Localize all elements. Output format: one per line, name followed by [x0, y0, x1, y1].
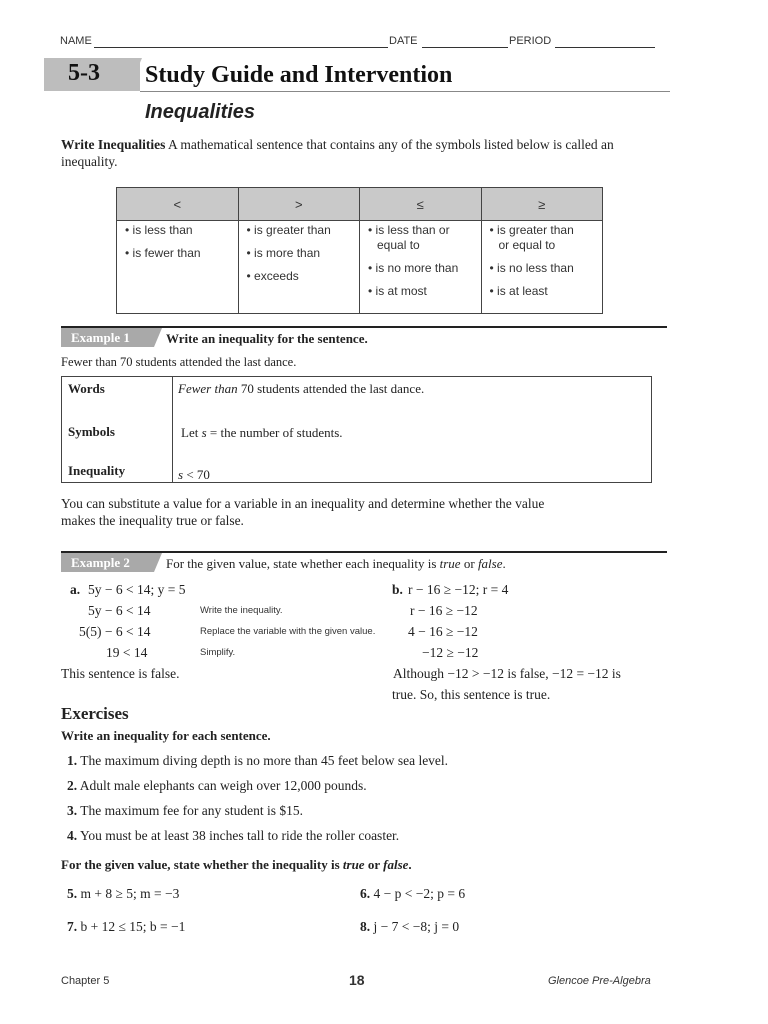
example2-a-step: 5y − 6 < 14 — [88, 603, 151, 618]
date-label: DATE — [389, 35, 418, 47]
example2-a-note: Simplify. — [200, 647, 236, 658]
lesson-number: 5-3 — [68, 60, 100, 86]
lesson-tab-notch — [128, 58, 142, 91]
intro-paragraph — [61, 137, 651, 170]
exercises-instruction-2: For the given value, state whether the inequality is true or false. — [61, 857, 412, 872]
exercise-problem: 8. j − 7 < −8; j = 0 — [360, 919, 460, 934]
example2-b-step: −12 ≥ −12 — [422, 645, 479, 660]
name-blank[interactable] — [94, 47, 388, 48]
name-label: NAME — [60, 35, 92, 47]
example1-sentence: Fewer than 70 students attended the last dance. — [61, 355, 297, 369]
example2-a-note: Replace the variable with the given value. — [200, 626, 376, 637]
exercise-item: 4. You must be at least 38 inches tall to ride the roller coaster. — [67, 828, 400, 843]
example1-tab: Example 1 — [61, 328, 154, 347]
example2-a-conclusion: This sentence is false. — [61, 666, 180, 681]
symbol-header-le: ≤ — [360, 188, 482, 221]
phrase: • is at most — [368, 284, 427, 298]
symbols-value: Let s = the number of students. — [181, 425, 343, 440]
example2-a-step: 5(5) − 6 < 14 — [79, 624, 151, 639]
phrase: • is greater than or equal to — [489, 223, 574, 252]
footer-page-number: 18 — [349, 972, 365, 988]
exercise-item: 3. The maximum fee for any student is $15. — [67, 803, 303, 818]
example2-b-step: r − 16 ≥ −12 — [410, 603, 478, 618]
period-blank[interactable] — [555, 47, 655, 48]
symbol-header-lt: < — [117, 188, 239, 221]
phrase: • is no more than — [368, 261, 459, 275]
exercise-item: 1. The maximum diving depth is no more than 45 feet below sea level. — [67, 753, 449, 768]
exercises-heading: Exercises — [61, 704, 129, 723]
exercise-problem: 6. 4 − p < −2; p = 6 — [360, 886, 466, 901]
symbol-header-gt: > — [238, 188, 360, 221]
footer-chapter: Chapter 5 — [61, 975, 110, 987]
substitute-paragraph: You can substitute a value for a variable in an inequality and determine whether the value makes the inequality true or false. — [61, 496, 545, 528]
example1-tab-notch — [154, 328, 162, 347]
page-subtitle: Inequalities — [145, 101, 256, 123]
phrase: • is fewer than — [125, 246, 201, 260]
example2-a-step: 19 < 14 — [106, 645, 148, 660]
phrase: • is greater than — [246, 223, 331, 237]
example2-tab-notch — [154, 553, 162, 572]
inequality-value: s < 70 — [178, 467, 210, 482]
intro-text: A mathematical sentence that contains any of the symbols listed below is called an inequality. — [61, 137, 614, 169]
symbol-cell-lt — [117, 221, 239, 314]
symbols-table — [116, 187, 603, 314]
phrase: • exceeds — [246, 269, 299, 283]
title-rule — [140, 91, 670, 92]
example2-b-problem: r − 16 ≥ −12; r = 4 — [408, 582, 509, 597]
symbol-header-ge: ≥ — [481, 188, 603, 221]
period-label: PERIOD — [509, 35, 552, 47]
example2-b-step: 4 − 16 ≥ −12 — [408, 624, 478, 639]
words-value: Fewer than 70 students attended the last dance. — [178, 381, 425, 396]
example2-b-conclusion: true. So, this sentence is true. — [392, 687, 551, 702]
symbols-label: Symbols — [68, 424, 115, 439]
footer-book-title: Glencoe Pre-Algebra — [548, 975, 651, 987]
example2-a-note: Write the inequality. — [200, 605, 283, 616]
example2-a-label: a. — [70, 582, 81, 597]
example1-prompt: Write an inequality for the sentence. — [166, 331, 368, 346]
phrase: • is more than — [246, 246, 321, 260]
exercises-instruction: Write an inequality for each sentence. — [61, 728, 271, 743]
example2-prompt: For the given value, state whether each inequality is true or false. — [166, 556, 506, 571]
page-title: Study Guide and Intervention — [145, 62, 453, 88]
phrase: • is less than or equal to — [368, 223, 450, 252]
symbol-cell-ge — [481, 221, 603, 314]
symbol-cell-le — [360, 221, 482, 314]
exercise-problem: 7. b + 12 ≤ 15; b = −1 — [67, 919, 186, 934]
phrase: • is at least — [489, 284, 548, 298]
exercise-item: 2. Adult male elephants can weigh over 12,000 pounds. — [67, 778, 367, 793]
table-divider — [172, 376, 173, 483]
intro-heading: Write Inequalities — [61, 137, 166, 152]
date-blank[interactable] — [422, 47, 508, 48]
inequality-label: Inequality — [68, 463, 126, 478]
symbol-cell-gt — [238, 221, 360, 314]
example2-b-conclusion: Although −12 > −12 is false, −12 = −12 is — [393, 666, 621, 681]
exercise-problem: 5. m + 8 ≥ 5; m = −3 — [67, 886, 180, 901]
words-label: Words — [68, 381, 105, 396]
example2-tab: Example 2 — [61, 553, 154, 572]
example2-a-problem: 5y − 6 < 14; y = 5 — [88, 582, 186, 597]
phrase: • is less than — [125, 223, 193, 237]
phrase: • is no less than — [489, 261, 574, 275]
example2-b-label: b. — [392, 582, 403, 597]
